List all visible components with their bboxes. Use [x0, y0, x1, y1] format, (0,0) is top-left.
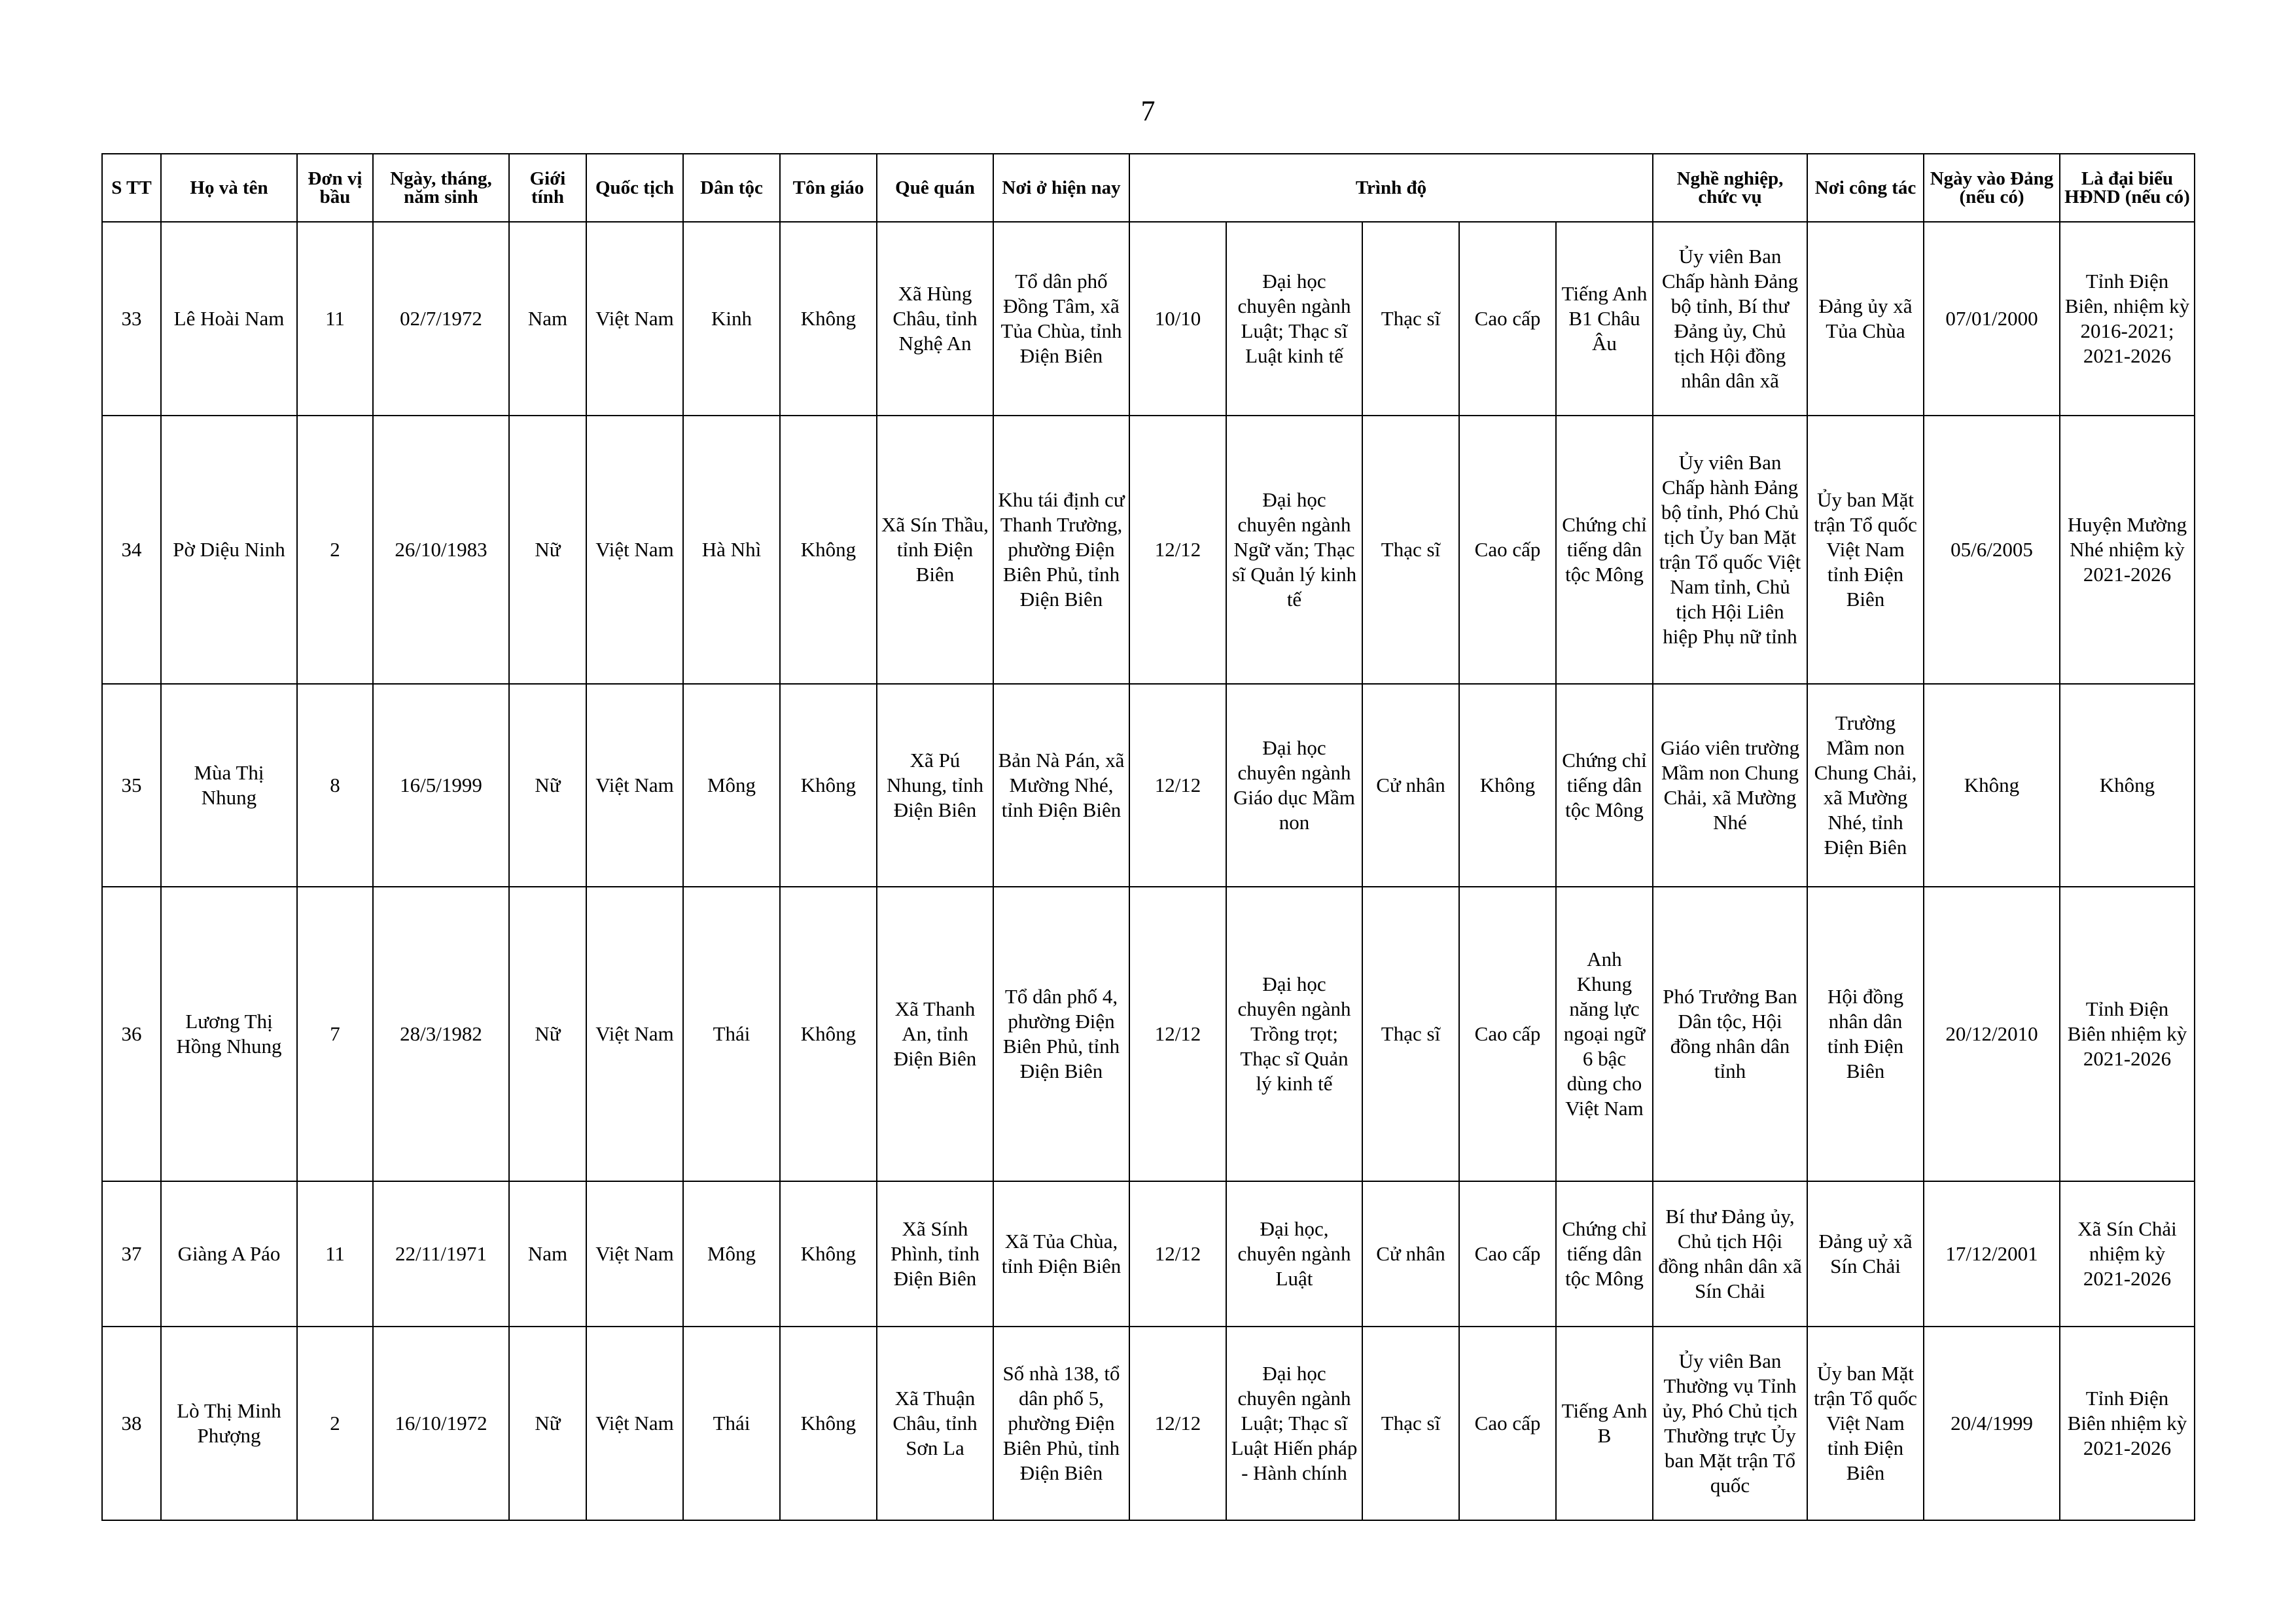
cell-gender: Nữ — [509, 684, 586, 887]
cell-council: Tỉnh Điện Biên, nhiệm kỳ 2016-2021; 2021-2026 — [2060, 222, 2195, 416]
cell-dob: 26/10/1983 — [373, 416, 509, 684]
cell-council: Tỉnh Điện Biên nhiệm kỳ 2021-2026 — [2060, 887, 2195, 1181]
cell-degree: Thạc sĩ — [1362, 1327, 1459, 1520]
cell-dob: 16/5/1999 — [373, 684, 509, 887]
cell-council: Không — [2060, 684, 2195, 887]
cell-specialty: Đại học chuyên ngành Ngữ văn; Thạc sĩ Quản lý kinh tế — [1226, 416, 1362, 684]
cell-occupation: Giáo viên trường Mầm non Chung Chải, xã Mường Nhé — [1653, 684, 1807, 887]
cell-degree: Cử nhân — [1362, 684, 1459, 887]
cell-political-theory: Cao cấp — [1459, 222, 1556, 416]
cell-hometown: Xã Hùng Châu, tỉnh Nghệ An — [877, 222, 993, 416]
header-religion: Tôn giáo — [780, 154, 877, 222]
cell-degree: Thạc sĩ — [1362, 222, 1459, 416]
cell-stt: 38 — [102, 1327, 161, 1520]
cell-workplace: Đảng uỷ xã Sín Chải — [1807, 1181, 1924, 1327]
cell-hometown: Xã Sính Phình, tỉnh Điện Biên — [877, 1181, 993, 1327]
cell-name: Pờ Diệu Ninh — [161, 416, 297, 684]
cell-residence: Bản Nà Pán, xã Mường Nhé, tỉnh Điện Biên — [993, 684, 1129, 887]
header-education: Trình độ — [1129, 154, 1653, 222]
cell-unit: 11 — [297, 222, 373, 416]
table-row — [102, 684, 2195, 887]
cell-ethnicity: Mông — [683, 1181, 780, 1327]
header-council: Là đại biểu HĐND (nếu có) — [2060, 154, 2195, 222]
cell-stt: 35 — [102, 684, 161, 887]
cell-residence: Tổ dân phố 4, phường Điện Biên Phủ, tỉnh Điện Biên — [993, 887, 1129, 1181]
header-hometown: Quê quán — [877, 154, 993, 222]
cell-language: Chứng chỉ tiếng dân tộc Mông — [1556, 684, 1653, 887]
cell-council: Xã Sín Chải nhiệm kỳ 2021-2026 — [2060, 1181, 2195, 1327]
cell-religion: Không — [780, 1327, 877, 1520]
cell-dob: 02/7/1972 — [373, 222, 509, 416]
cell-nationality: Việt Nam — [586, 416, 683, 684]
cell-language: Tiếng Anh B — [1556, 1327, 1653, 1520]
cell-language: Chứng chỉ tiếng dân tộc Mông — [1556, 1181, 1653, 1327]
cell-political-theory: Cao cấp — [1459, 1327, 1556, 1520]
cell-religion: Không — [780, 1181, 877, 1327]
cell-religion: Không — [780, 222, 877, 416]
cell-gender: Nữ — [509, 416, 586, 684]
cell-occupation: Phó Trưởng Ban Dân tộc, Hội đồng nhân dân tỉnh — [1653, 887, 1807, 1181]
cell-general-education: 12/12 — [1129, 1181, 1226, 1327]
cell-party-date: Không — [1924, 684, 2060, 887]
header-name: Họ và tên — [161, 154, 297, 222]
cell-unit: 2 — [297, 1327, 373, 1520]
cell-workplace: Ủy ban Mặt trận Tổ quốc Việt Nam tỉnh Điện Biên — [1807, 416, 1924, 684]
cell-general-education: 12/12 — [1129, 416, 1226, 684]
cell-unit: 7 — [297, 887, 373, 1181]
header-stt: S TT — [102, 154, 161, 222]
cell-stt: 36 — [102, 887, 161, 1181]
cell-language: Anh Khung năng lực ngoại ngữ 6 bậc dùng cho Việt Nam — [1556, 887, 1653, 1181]
cell-specialty: Đại học chuyên ngành Luật; Thạc sĩ Luật Hiến pháp - Hành chính — [1226, 1327, 1362, 1520]
cell-unit: 2 — [297, 416, 373, 684]
candidate-table — [101, 153, 2195, 1521]
cell-nationality: Việt Nam — [586, 684, 683, 887]
cell-gender: Nam — [509, 1181, 586, 1327]
cell-nationality: Việt Nam — [586, 1181, 683, 1327]
cell-workplace: Trường Mầm non Chung Chải, xã Mường Nhé, tỉnh Điện Biên — [1807, 684, 1924, 887]
cell-specialty: Đại học, chuyên ngành Luật — [1226, 1181, 1362, 1327]
cell-name: Lò Thị Minh Phượng — [161, 1327, 297, 1520]
cell-party-date: 05/6/2005 — [1924, 416, 2060, 684]
cell-stt: 34 — [102, 416, 161, 684]
cell-general-education: 12/12 — [1129, 1327, 1226, 1520]
cell-dob: 28/3/1982 — [373, 887, 509, 1181]
cell-hometown: Xã Sín Thầu, tỉnh Điện Biên — [877, 416, 993, 684]
cell-ethnicity: Hà Nhì — [683, 416, 780, 684]
cell-occupation: Ủy viên Ban Chấp hành Đảng bộ tỉnh, Phó Chủ tịch Ủy ban Mặt trận Tổ quốc Việt Nam tỉnh, Chủ tịch Hội Liên hiệp Phụ nữ tỉnh — [1653, 416, 1807, 684]
cell-occupation: Ủy viên Ban Thường vụ Tỉnh ủy, Phó Chủ tịch Thường trực Ủy ban Mặt trận Tổ quốc — [1653, 1327, 1807, 1520]
cell-political-theory: Cao cấp — [1459, 1181, 1556, 1327]
cell-workplace: Ủy ban Mặt trận Tổ quốc Việt Nam tỉnh Điện Biên — [1807, 1327, 1924, 1520]
header-occupation: Nghề nghiệp, chức vụ — [1653, 154, 1807, 222]
cell-religion: Không — [780, 887, 877, 1181]
cell-hometown: Xã Thuận Châu, tỉnh Sơn La — [877, 1327, 993, 1520]
cell-residence: Khu tái định cư Thanh Trường, phường Điện Biên Phủ, tỉnh Điện Biên — [993, 416, 1129, 684]
header-unit: Đơn vị bầu — [297, 154, 373, 222]
cell-council: Huyện Mường Nhé nhiệm kỳ 2021-2026 — [2060, 416, 2195, 684]
cell-party-date: 20/4/1999 — [1924, 1327, 2060, 1520]
cell-religion: Không — [780, 684, 877, 887]
cell-name: Lương Thị Hồng Nhung — [161, 887, 297, 1181]
table-row — [102, 222, 2195, 416]
cell-specialty: Đại học chuyên ngành Trồng trọt; Thạc sĩ Quản lý kinh tế — [1226, 887, 1362, 1181]
cell-ethnicity: Thái — [683, 887, 780, 1181]
cell-ethnicity: Thái — [683, 1327, 780, 1520]
cell-political-theory: Cao cấp — [1459, 416, 1556, 684]
cell-degree: Thạc sĩ — [1362, 416, 1459, 684]
cell-political-theory: Không — [1459, 684, 1556, 887]
cell-general-education: 12/12 — [1129, 887, 1226, 1181]
cell-residence: Số nhà 138, tổ dân phố 5, phường Điện Biên Phủ, tỉnh Điện Biên — [993, 1327, 1129, 1520]
cell-residence: Xã Tủa Chùa, tỉnh Điện Biên — [993, 1181, 1129, 1327]
cell-council: Tỉnh Điện Biên nhiệm kỳ 2021-2026 — [2060, 1327, 2195, 1520]
cell-dob: 22/11/1971 — [373, 1181, 509, 1327]
table-row — [102, 887, 2195, 1181]
cell-political-theory: Cao cấp — [1459, 887, 1556, 1181]
cell-party-date: 20/12/2010 — [1924, 887, 2060, 1181]
cell-party-date: 07/01/2000 — [1924, 222, 2060, 416]
header-workplace: Nơi công tác — [1807, 154, 1924, 222]
cell-stt: 33 — [102, 222, 161, 416]
cell-residence: Tổ dân phố Đồng Tâm, xã Tủa Chùa, tỉnh Điện Biên — [993, 222, 1129, 416]
cell-language: Tiếng Anh B1 Châu Âu — [1556, 222, 1653, 416]
cell-ethnicity: Kinh — [683, 222, 780, 416]
candidate-table-container — [101, 153, 2195, 1521]
cell-nationality: Việt Nam — [586, 1327, 683, 1520]
cell-gender: Nữ — [509, 1327, 586, 1520]
cell-workplace: Đảng ủy xã Tủa Chùa — [1807, 222, 1924, 416]
table-row — [102, 416, 2195, 684]
cell-name: Lê Hoài Nam — [161, 222, 297, 416]
cell-nationality: Việt Nam — [586, 222, 683, 416]
table-row — [102, 1181, 2195, 1327]
header-residence: Nơi ở hiện nay — [993, 154, 1129, 222]
cell-general-education: 10/10 — [1129, 222, 1226, 416]
cell-party-date: 17/12/2001 — [1924, 1181, 2060, 1327]
cell-general-education: 12/12 — [1129, 684, 1226, 887]
cell-occupation: Bí thư Đảng ủy, Chủ tịch Hội đồng nhân dân xã Sín Chải — [1653, 1181, 1807, 1327]
cell-occupation: Ủy viên Ban Chấp hành Đảng bộ tỉnh, Bí thư Đảng ủy, Chủ tịch Hội đồng nhân dân xã — [1653, 222, 1807, 416]
cell-specialty: Đại học chuyên ngành Luật; Thạc sĩ Luật kinh tế — [1226, 222, 1362, 416]
cell-nationality: Việt Nam — [586, 887, 683, 1181]
page-number: 7 — [1140, 95, 1156, 127]
header-ethnicity: Dân tộc — [683, 154, 780, 222]
header-party-date: Ngày vào Đảng (nếu có) — [1924, 154, 2060, 222]
cell-degree: Cử nhân — [1362, 1181, 1459, 1327]
cell-specialty: Đại học chuyên ngành Giáo dục Mầm non — [1226, 684, 1362, 887]
header-gender: Giới tính — [509, 154, 586, 222]
header-nationality: Quốc tịch — [586, 154, 683, 222]
table-header-row — [102, 154, 2195, 222]
cell-degree: Thạc sĩ — [1362, 887, 1459, 1181]
cell-hometown: Xã Pú Nhung, tỉnh Điện Biên — [877, 684, 993, 887]
cell-stt: 37 — [102, 1181, 161, 1327]
cell-name: Giàng A Páo — [161, 1181, 297, 1327]
header-dob: Ngày, tháng, năm sinh — [373, 154, 509, 222]
cell-language: Chứng chỉ tiếng dân tộc Mông — [1556, 416, 1653, 684]
cell-gender: Nữ — [509, 887, 586, 1181]
table-row — [102, 1327, 2195, 1520]
cell-unit: 8 — [297, 684, 373, 887]
cell-dob: 16/10/1972 — [373, 1327, 509, 1520]
cell-unit: 11 — [297, 1181, 373, 1327]
cell-religion: Không — [780, 416, 877, 684]
cell-gender: Nam — [509, 222, 586, 416]
cell-workplace: Hội đồng nhân dân tỉnh Điện Biên — [1807, 887, 1924, 1181]
cell-ethnicity: Mông — [683, 684, 780, 887]
cell-name: Mùa Thị Nhung — [161, 684, 297, 887]
cell-hometown: Xã Thanh An, tỉnh Điện Biên — [877, 887, 993, 1181]
